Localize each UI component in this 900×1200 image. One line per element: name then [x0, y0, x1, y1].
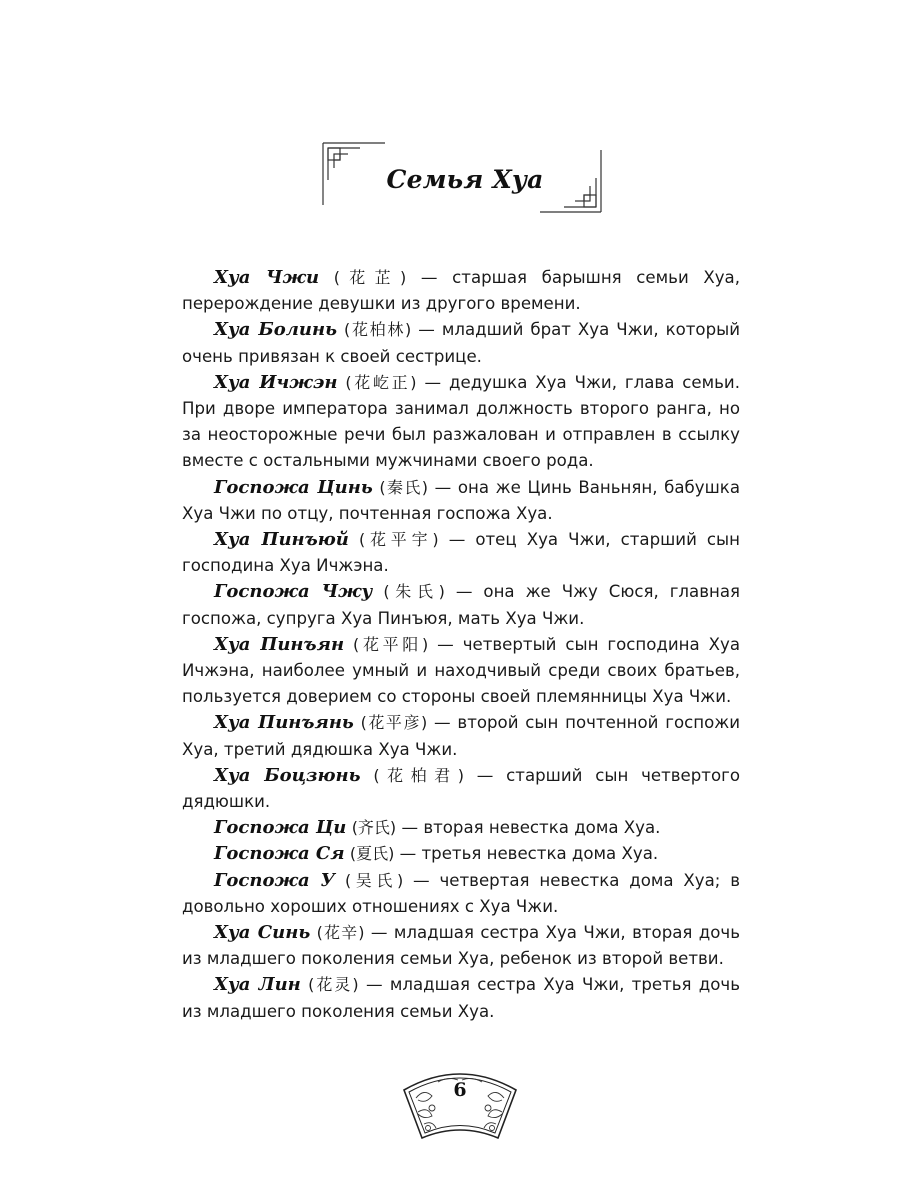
character-description: — младший брат Хуа Чжи, который очень привязан к своей сестрице.	[182, 320, 741, 366]
page-number: 6	[453, 1079, 467, 1101]
character-name: Госпожа Цинь	[214, 476, 373, 498]
character-description: — она же Чжу Сюся, главная госпожа, супруга Хуа Пинъюя, мать Хуа Чжи.	[182, 582, 740, 628]
character-entry	[182, 972, 740, 1024]
page-number-badge	[398, 1052, 522, 1142]
character-hanzi: (花屹正)	[345, 372, 417, 392]
character-entry	[182, 579, 740, 631]
character-name: Хуа Пинъюй	[214, 529, 349, 551]
character-description: — старшая барышня семьи Хуа, перерождение девушки из другого времени.	[182, 268, 740, 314]
character-description: — она же Цинь Ваньнян, бабушка Хуа Чжи по отцу, почтенная госпожа Хуа.	[182, 477, 740, 523]
character-description: — второй сын почтенной госпожи Хуа, третий дядюшка Хуа Чжи.	[182, 713, 740, 759]
character-entry	[182, 475, 740, 527]
character-entry	[182, 868, 740, 920]
character-description: — дедушка Хуа Чжи, глава семьи. При дворе императора занимал должность второго ранга, но за неосторожные речи был разжалован и отправлен в ссылку вместе с остальными мужчинами своего рода.	[182, 372, 740, 471]
character-description: — вторая невестка дома Хуа.	[396, 818, 661, 838]
character-name: Хуа Пинъян	[214, 633, 345, 655]
character-hanzi: (花柏林)	[344, 320, 412, 340]
character-name: Госпожа Ся	[214, 843, 345, 865]
character-entry	[182, 710, 740, 762]
character-name: Госпожа У	[214, 869, 336, 891]
character-hanzi: (花灵)	[308, 975, 359, 995]
character-hanzi: (朱氏)	[383, 582, 445, 602]
character-entry	[182, 815, 740, 841]
character-name: Госпожа Ци	[214, 817, 347, 839]
character-hanzi: (花平彦)	[360, 713, 428, 733]
chapter-header	[320, 140, 610, 215]
character-description: — младшая сестра Хуа Чжи, вторая дочь из младшего поколения семьи Хуа, ребенок из второй ветви.	[182, 923, 740, 969]
character-hanzi: (花柏君)	[373, 765, 464, 785]
character-hanzi: (秦氏)	[379, 477, 428, 497]
character-description: — третья невестка дома Хуа.	[394, 844, 659, 864]
character-entry	[182, 632, 740, 711]
character-name: Хуа Боцзюнь	[214, 764, 361, 786]
character-description: — четвертый сын господина Хуа Ичжэна, наиболее умный и находчивый среди своих братьев, пользуется доверием со стороны своей племянницы Хуа Чжи.	[182, 634, 740, 707]
character-name: Хуа Пинъянь	[214, 712, 354, 734]
character-entry	[182, 370, 740, 475]
character-entry	[182, 841, 740, 867]
character-list	[182, 265, 740, 1025]
character-name: Хуа Синь	[214, 922, 311, 944]
character-description: — четвертая невестка дома Хуа; в довольно хороших отношениях с Хуа Чжи.	[182, 870, 740, 916]
character-name: Хуа Чжи	[214, 267, 320, 288]
character-hanzi: (花平阳)	[353, 634, 429, 654]
character-name: Госпожа Чжу	[214, 581, 373, 603]
character-entry	[182, 763, 740, 815]
character-description: — младшая сестра Хуа Чжи, третья дочь из младшего поколения семьи Хуа.	[182, 975, 740, 1021]
character-name: Хуа Лин	[214, 974, 301, 996]
character-description: — отец Хуа Чжи, старший сын господина Хуа Ичжэна.	[182, 530, 741, 576]
character-name: Хуа Ичжэн	[214, 371, 338, 393]
character-description: — старший сын четвертого дядюшки.	[182, 765, 740, 812]
character-hanzi: (花平宇)	[358, 530, 439, 550]
character-hanzi: (齐氏)	[351, 818, 397, 838]
character-hanzi: (花辛)	[316, 923, 365, 943]
character-hanzi: (夏氏)	[349, 844, 395, 864]
character-hanzi: (吴氏)	[344, 870, 404, 890]
character-entry	[182, 920, 740, 972]
character-entry	[182, 317, 740, 369]
character-name: Хуа Болинь	[214, 319, 338, 341]
chapter-title: Семья Хуа	[386, 165, 544, 194]
character-hanzi: (花芷)	[333, 268, 407, 287]
character-entry	[182, 265, 740, 317]
character-entry	[182, 527, 740, 579]
